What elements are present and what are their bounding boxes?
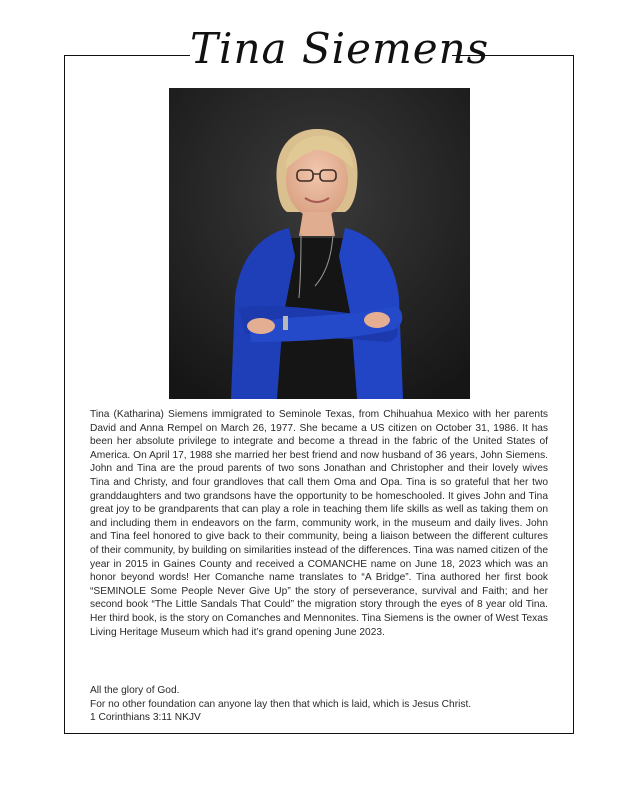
title-block (190, 14, 490, 84)
page-title: Tina Siemens (190, 24, 490, 73)
closing-block (90, 684, 548, 725)
biography-text: Tina (Katharina) Siemens immigrated to Seminole Texas, from Chihuahua Mexico with her parents David and Anna Rempel on March 26, 1977. She became a US citizen on October 31, 1986. It has been her absolute privilege to integrate and become a thread in the fabric of the United States of America. On April 17, 1988 she married her best friend and now husband of 36 years, John Siemens. John and Tina are the proud parents of two sons Jonathan and Christopher and their lovely wives Tina and Christy, and four grandloves that call them Oma and Opa. Tina is so grateful that her two granddaughters and two grandsons have the opportunity to be homeschooled. It gives John and Tina great joy to be grandparents that can play a role in teaching them life skills as well as taking them on and including them in endeavors on the farm, community work, in the museum and daily lives. John and Tina feel honored to give back to their community, being a liaison between the different cultures of their community, by building on similarities instead of the differences. Tina was named citizen of the year in 2015 in Gaines County and received a COMANCHE name on June 18, 2023 which was an honor beyond words! Her Comanche name translates to “A Bridge”. Tina authored her first book “SEMINOLE Some People Never Give Up” the story of perseverance, survival and Faith; and her second book “The Little Sandals That Could” the migration story through the eyes of 8 year old Tina. Her third book, is the story on Comanches and Mennonites. Tina Siemens is the owner of West Texas Living Heritage Museum which had it’s grand opening June 2023. (90, 409, 548, 638)
portrait-photo (169, 88, 470, 399)
scripture-reference: 1 Corinthians 3:11 NKJV (90, 712, 201, 724)
portrait-photo-icon (169, 88, 470, 399)
closing-line-glory: All the glory of God. (90, 685, 180, 696)
closing-line-foundation: For no other foundation can anyone lay then that which is laid, which is Jesus Christ. (90, 698, 472, 710)
